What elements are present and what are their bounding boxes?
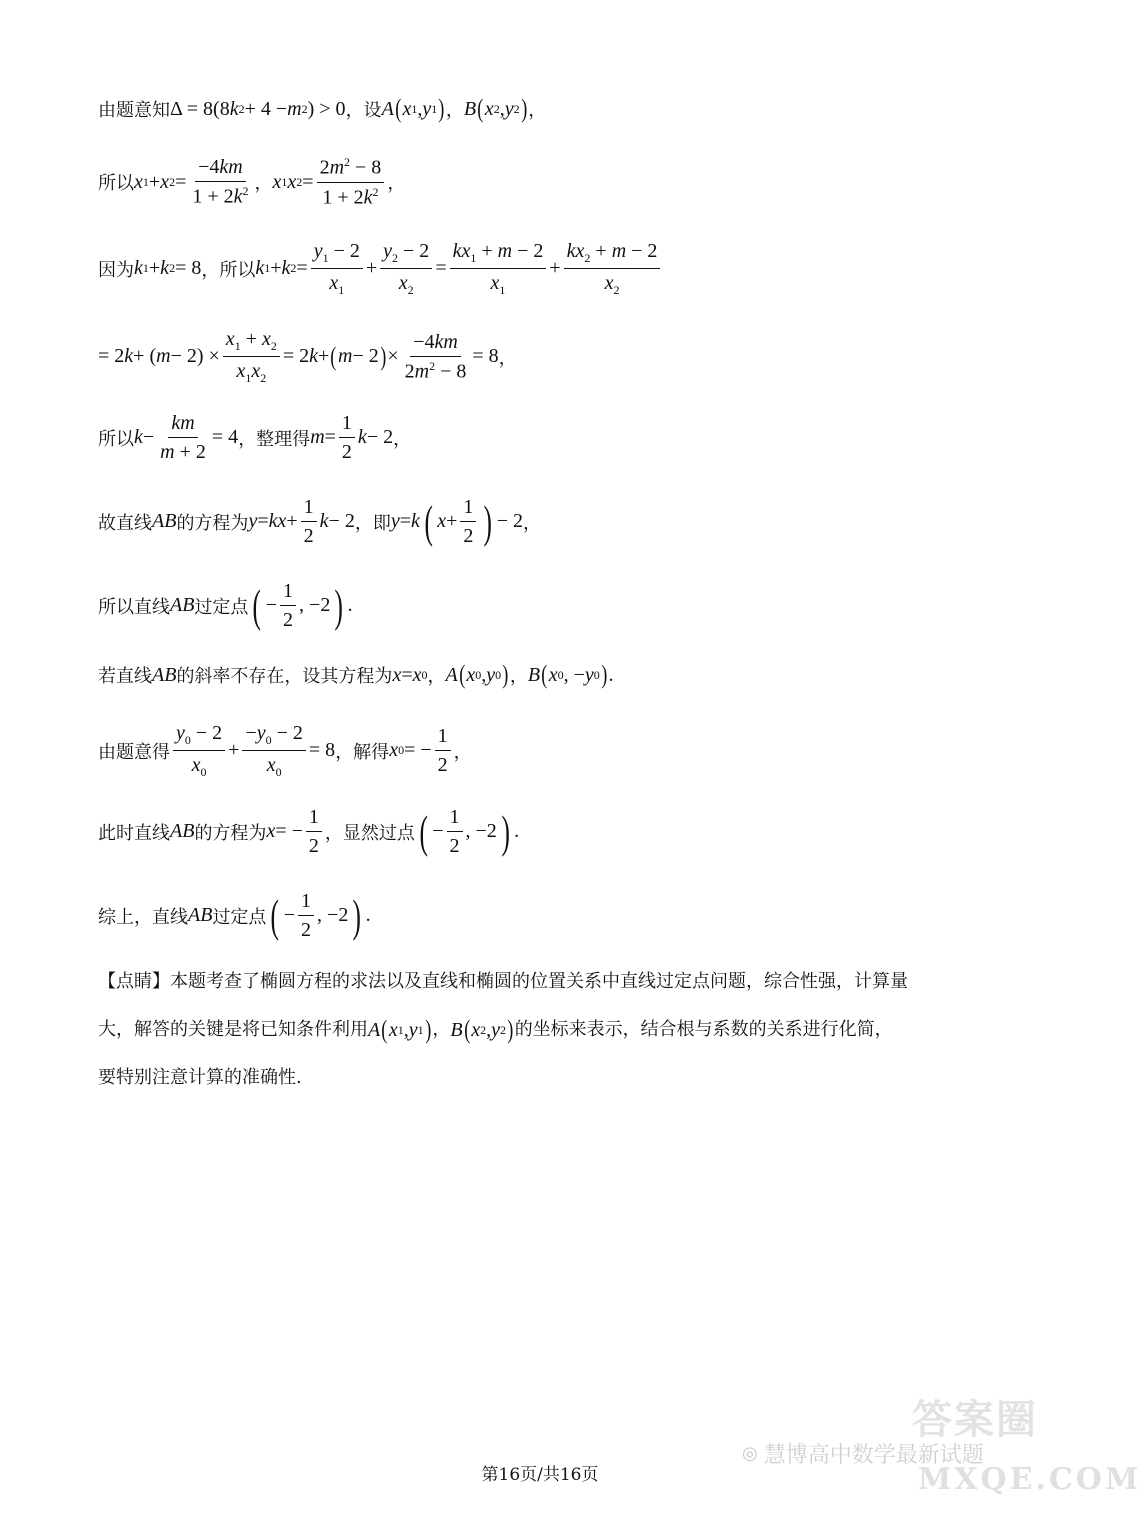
math-vertical-line: x = − $\frac{1}{2}$ — [266, 806, 324, 857]
math-vieta: x 1 + x 2 = $\frac{-4km}{1 + 2k^2}$ ， x 1 x 2 = $\frac{2m^2 - 8}{1 + 2k^2}$ — [134, 156, 387, 208]
comment-text: 本题考查了椭圆方程的求法以及直线和椭圆的位置关系中直线过定点问题，综合性强，计算量 — [170, 971, 908, 992]
text: 此时直线 — [98, 822, 170, 844]
line-vertical-case: 若直线 AB 的斜率不存在，设其方程为 x = x 0 ， A ( x 0 , y 0 ) ， B ( x 0 , − y 0 ) . — [98, 660, 614, 689]
text: 综上，直线 — [98, 906, 188, 928]
text: 若直线 — [98, 666, 152, 687]
text: 过定点 — [194, 596, 249, 618]
page-number: 第16页/共16页 — [481, 1465, 599, 1485]
math-point-A: A ( x 1 , y 1 ) — [368, 1015, 432, 1044]
math-m-expr: m = $\frac{1}{2}$ k − 2 — [310, 412, 394, 463]
comment-text: 的坐标来表示，结合根与系数的关系进行化简， — [514, 1019, 893, 1040]
comment-line-1 — [98, 958, 978, 1006]
watermark-site: MXQE.COM — [918, 1462, 1141, 1497]
comment-text: 大，解答的关键是将已知条件利用 — [98, 1019, 368, 1040]
line-fixed-point — [98, 580, 353, 631]
math-AB: AB — [170, 820, 195, 842]
math-line-eq-factored: y = k ( x + $\frac{1}{2}$ ) − 2 — [390, 495, 523, 547]
math-point-B: B ( x 2 , y 2 ) — [450, 1015, 514, 1044]
text: ，设 — [345, 100, 382, 121]
text: 由题意知 — [98, 100, 170, 121]
math-line-eq: y = kx + $\frac{1}{2}$ k − 2 — [248, 496, 355, 547]
watermark-channel: ◎ 慧博高中数学最新试题 — [742, 1443, 984, 1468]
math-AB: AB — [188, 904, 213, 926]
wechat-icon: ◎ — [742, 1443, 758, 1464]
comment-paragraph — [98, 958, 978, 1102]
line-simplify: = 2 k + ( m − 2) × $\frac{x_1 + x_2}{x_1x_2}$ = 2 k + ( m − 2 ) × $\frac{-4km}{2m^2 - 8}$ = 8 ， — [98, 328, 517, 386]
text: 故直线 — [98, 512, 152, 534]
math-x0-value: x 0 = − $\frac{1}{2}$ — [389, 725, 453, 776]
line-solve-x0: 由题意得 $\frac{y_0 - 2}{x_0}$ + $\frac{-y_0 - 2}{x_0}$ = 8 ，解得 x 0 = − $\frac{1}{2}$ ， — [98, 722, 472, 780]
math-fixed-point: ( − $\frac{1}{2}$ , −2 ) . — [270, 889, 371, 941]
math-point-B: B ( x 2 , y 2 ) — [463, 94, 527, 123]
math-simplify: = 2 k + ( m − 2) × $\frac{x_1 + x_2}{x_1x_2}$ = 2 k + ( m − 2 ) × $\frac{-4km}{2m^2 - 8}$ = 8 — [98, 328, 499, 386]
line-vieta: 所以 x 1 + x 2 = $\frac{-4km}{1 + 2k^2}$ ， x 1 x 2 = $\frac{2m^2 - 8}{1 + 2k^2}$ ， — [98, 155, 406, 209]
text: 的斜率不存在，设其方程为 — [176, 666, 393, 687]
math-relation: k − $\frac{km}{m + 2}$ = 4 — [134, 412, 239, 463]
line-ab-equation: 故直线 AB 的方程为 y = kx + $\frac{1}{2}$ k − 2 ，即 y = k ( x + $\frac{1}{2}$ ) − 2 ， — [98, 495, 541, 547]
math-fixed-point: ( − $\frac{1}{2}$ , −2 ) . — [252, 579, 353, 631]
math-AB: AB — [152, 510, 177, 532]
math-x0-condition: $\frac{y_0 - 2}{x_0}$ + $\frac{-y_0 - 2}{x_0}$ = 8 — [170, 722, 335, 779]
line-relation: 所以 k − $\frac{km}{m + 2}$ = 4 ，整理得 m = $\frac{1}{2}$ k − 2 ， — [98, 412, 412, 463]
line-slope-sum — [98, 240, 663, 297]
text: 的方程为 — [176, 512, 249, 534]
text: 所以 — [98, 428, 134, 450]
line-vertical-through-point — [98, 806, 519, 857]
line-conclusion — [98, 890, 371, 941]
math-discriminant: Δ = 8(8 k 2 + 4 − m 2 ) > 0 — [170, 97, 346, 120]
comment-line-2: 大，解答的关键是将已知条件利用 A ( x 1 , y 1 ) ， B ( x 2 , y 2 ) 的坐标来表示，结合根与系数的关系进行化简， — [98, 1006, 978, 1054]
watermark-logo: 答案圈 — [912, 1396, 1038, 1443]
line-discriminant: 由题意知 Δ = 8(8 k 2 + 4 − m 2 ) > 0 ，设 A ( x 1 , y 1 ) ， B ( x 2 , y 2 ) ， — [98, 94, 547, 123]
math-fixed-point: ( − $\frac{1}{2}$ , −2 ) . — [419, 805, 520, 857]
text: 所以 — [98, 173, 134, 195]
math-point-B0: B ( x 0 , − y 0 ) . — [527, 660, 614, 689]
text: ，显然过点 — [324, 822, 415, 844]
math-point-A: A ( x 1 , y 1 ) — [381, 94, 445, 123]
comment-line-3: 要特别注意计算的准确性. — [98, 1067, 302, 1088]
text: 过定点 — [212, 906, 267, 928]
text: 由题意得 — [98, 741, 170, 763]
math-point-A0: A ( x 0 , y 0 ) — [445, 660, 509, 689]
text: ，整理得 — [238, 428, 311, 450]
math-vertical-eq: x = x 0 — [392, 663, 428, 686]
math-AB: AB — [152, 663, 177, 686]
text: ，所以 — [201, 259, 256, 281]
math-k-sum: k 1 + k 2 = 8 — [134, 257, 202, 280]
math-AB: AB — [170, 594, 195, 616]
text: ，解得 — [335, 741, 390, 763]
comment-label: 【点睛】 — [98, 971, 170, 992]
text: 所以直线 — [98, 596, 170, 618]
text: 因为 — [98, 259, 134, 281]
text: ，即 — [354, 512, 391, 534]
math-k-expansion: k 1 + k 2 = $\frac{y_1 - 2}{x_1}$ + $\frac{y_2 - 2}{x_2}$ = $\frac{kx_1 + m - 2}{x_1}$ + $\frac{kx_2 + m - 2}{x_2}$ — [255, 240, 663, 297]
text: 的方程为 — [194, 822, 267, 844]
